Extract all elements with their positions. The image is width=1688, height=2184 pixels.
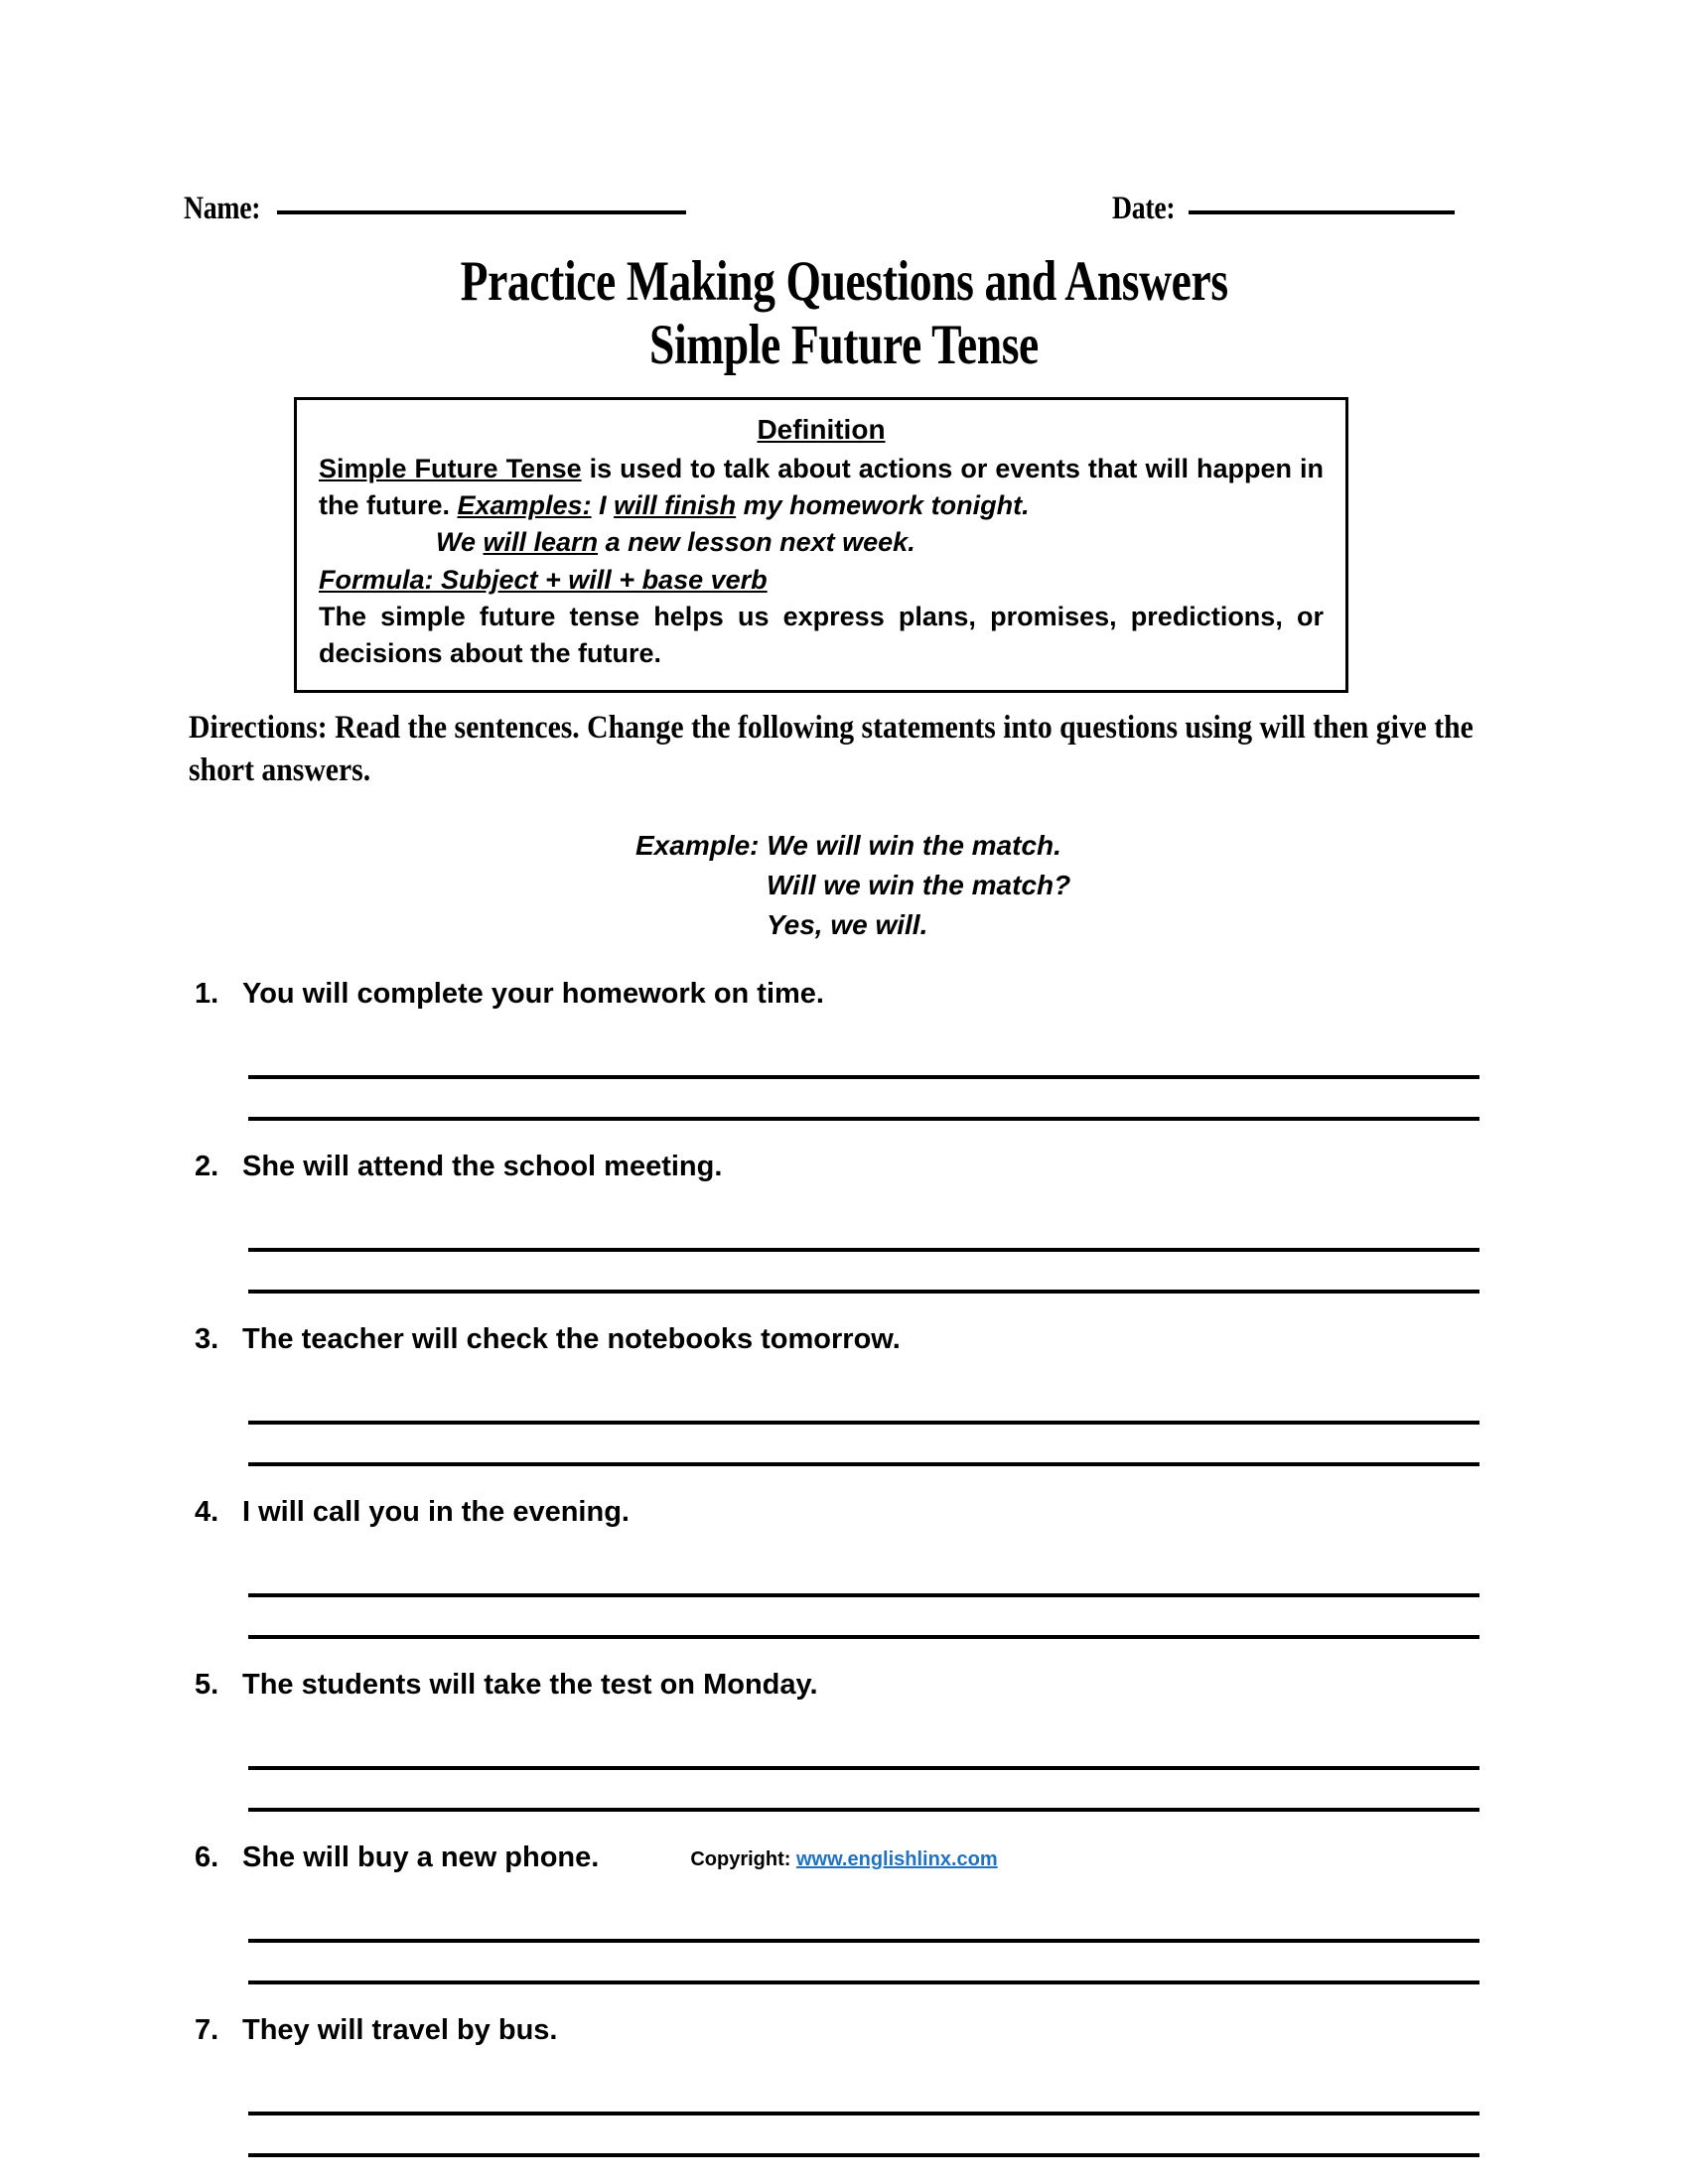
title-line-2-text: Simple Future Tense (649, 314, 1039, 377)
spacer (195, 1425, 1485, 1462)
question-number: 5. (195, 1669, 219, 1701)
englishlinx-link[interactable]: www.englishlinx.com (796, 1848, 998, 1870)
example2-pre: We (436, 527, 484, 558)
spacer (195, 1597, 1485, 1635)
spacer (195, 1639, 1485, 1669)
question-list (195, 978, 1485, 2157)
question-text: You will complete your homework on time. (242, 978, 824, 1010)
question-item (195, 1323, 1485, 1496)
example1-post: my homework tonight. (736, 490, 1030, 521)
question-number: 6. (195, 1842, 219, 1873)
spacer (195, 1294, 1485, 1323)
question-number: 3. (195, 1323, 219, 1355)
definition-formula-row (319, 562, 1324, 599)
example2-post: a new lesson next week. (598, 527, 915, 558)
question-row (195, 978, 1485, 1029)
spacer (195, 2066, 1485, 2112)
question-text: She will attend the school meeting. (242, 1151, 723, 1182)
definition-closing: The simple future tense helps us express plans, promises, predictions, or decisions about the future. (319, 601, 1324, 669)
example-block (635, 826, 1070, 944)
directions-text: Directions: Read the sentences. Change the following statements into questions using will then give the short answers. (189, 710, 1474, 788)
question-row (195, 1669, 1485, 1720)
example2-verb: will learn (483, 527, 599, 558)
copyright-label: Copyright: (690, 1848, 796, 1870)
spacer (195, 1202, 1485, 1248)
question-number: 4. (195, 1496, 219, 1528)
definition-body (319, 451, 1324, 673)
definition-term: Simple Future Tense (319, 453, 582, 483)
date-field-group (1112, 191, 1455, 227)
question-item (195, 1151, 1485, 1323)
spacer (195, 1984, 1485, 2014)
title-line-2 (0, 314, 1688, 377)
question-item (195, 2014, 1485, 2157)
example-answer: Yes, we will. (767, 908, 928, 940)
example1-verb: will finish (614, 490, 737, 521)
spacer (195, 1720, 1485, 1766)
example-question: Will we win the match? (767, 869, 1071, 900)
name-label: Name: (184, 191, 261, 226)
example1-pre: I (591, 490, 615, 521)
spacer (195, 1943, 1485, 1980)
spacer (195, 1466, 1485, 1496)
spacer (195, 1121, 1485, 1151)
definition-formula: Formula: Subject + will + base verb (319, 564, 768, 595)
question-text: The students will take the test on Monday. (242, 1669, 818, 1701)
question-item (195, 978, 1485, 1151)
question-text: She will buy a new phone. (242, 1842, 600, 1873)
spacer (195, 1029, 1485, 1075)
spacer (195, 1375, 1485, 1421)
definition-heading-text: Definition (757, 414, 886, 445)
answer-line[interactable] (248, 2153, 1479, 2157)
title-line-1-text: Practice Making Questions and Answers (460, 250, 1228, 313)
definition-example-2 (319, 524, 1324, 561)
page-title (0, 250, 1688, 378)
worksheet-header (184, 191, 1504, 236)
example-statement: Example: We will win the match. (635, 830, 1061, 861)
question-item (195, 1496, 1485, 1669)
question-item (195, 1669, 1485, 1842)
question-text: I will call you in the evening. (242, 1496, 630, 1528)
date-blank-line[interactable] (1189, 210, 1455, 214)
question-row (195, 1323, 1485, 1375)
examples-label: Examples: (457, 490, 592, 521)
definition-heading (319, 412, 1324, 449)
question-text: The teacher will check the notebooks tomorrow. (242, 1323, 901, 1355)
spacer (195, 1770, 1485, 1808)
spacer (195, 1548, 1485, 1593)
definition-term-rest: is used to talk about actions or events that will happen in the future. (319, 453, 1324, 521)
spacer (195, 1252, 1485, 1290)
definition-box (294, 397, 1348, 693)
title-line-1 (0, 250, 1688, 314)
question-row (195, 1151, 1485, 1202)
question-number: 2. (195, 1151, 219, 1182)
question-number: 1. (195, 978, 219, 1010)
question-row (195, 2014, 1485, 2066)
question-text: They will travel by bus. (242, 2014, 558, 2046)
spacer (195, 1079, 1485, 1117)
spacer (195, 1812, 1485, 1842)
spacer (195, 2116, 1485, 2153)
name-field-group (184, 191, 686, 227)
name-blank-line[interactable] (277, 210, 686, 214)
definition-term-sentence (319, 451, 1324, 525)
question-row (195, 1496, 1485, 1548)
spacer (195, 1893, 1485, 1939)
question-number: 7. (195, 2014, 219, 2046)
date-label: Date: (1112, 191, 1176, 226)
directions (189, 707, 1499, 792)
footer (0, 1848, 1688, 1871)
